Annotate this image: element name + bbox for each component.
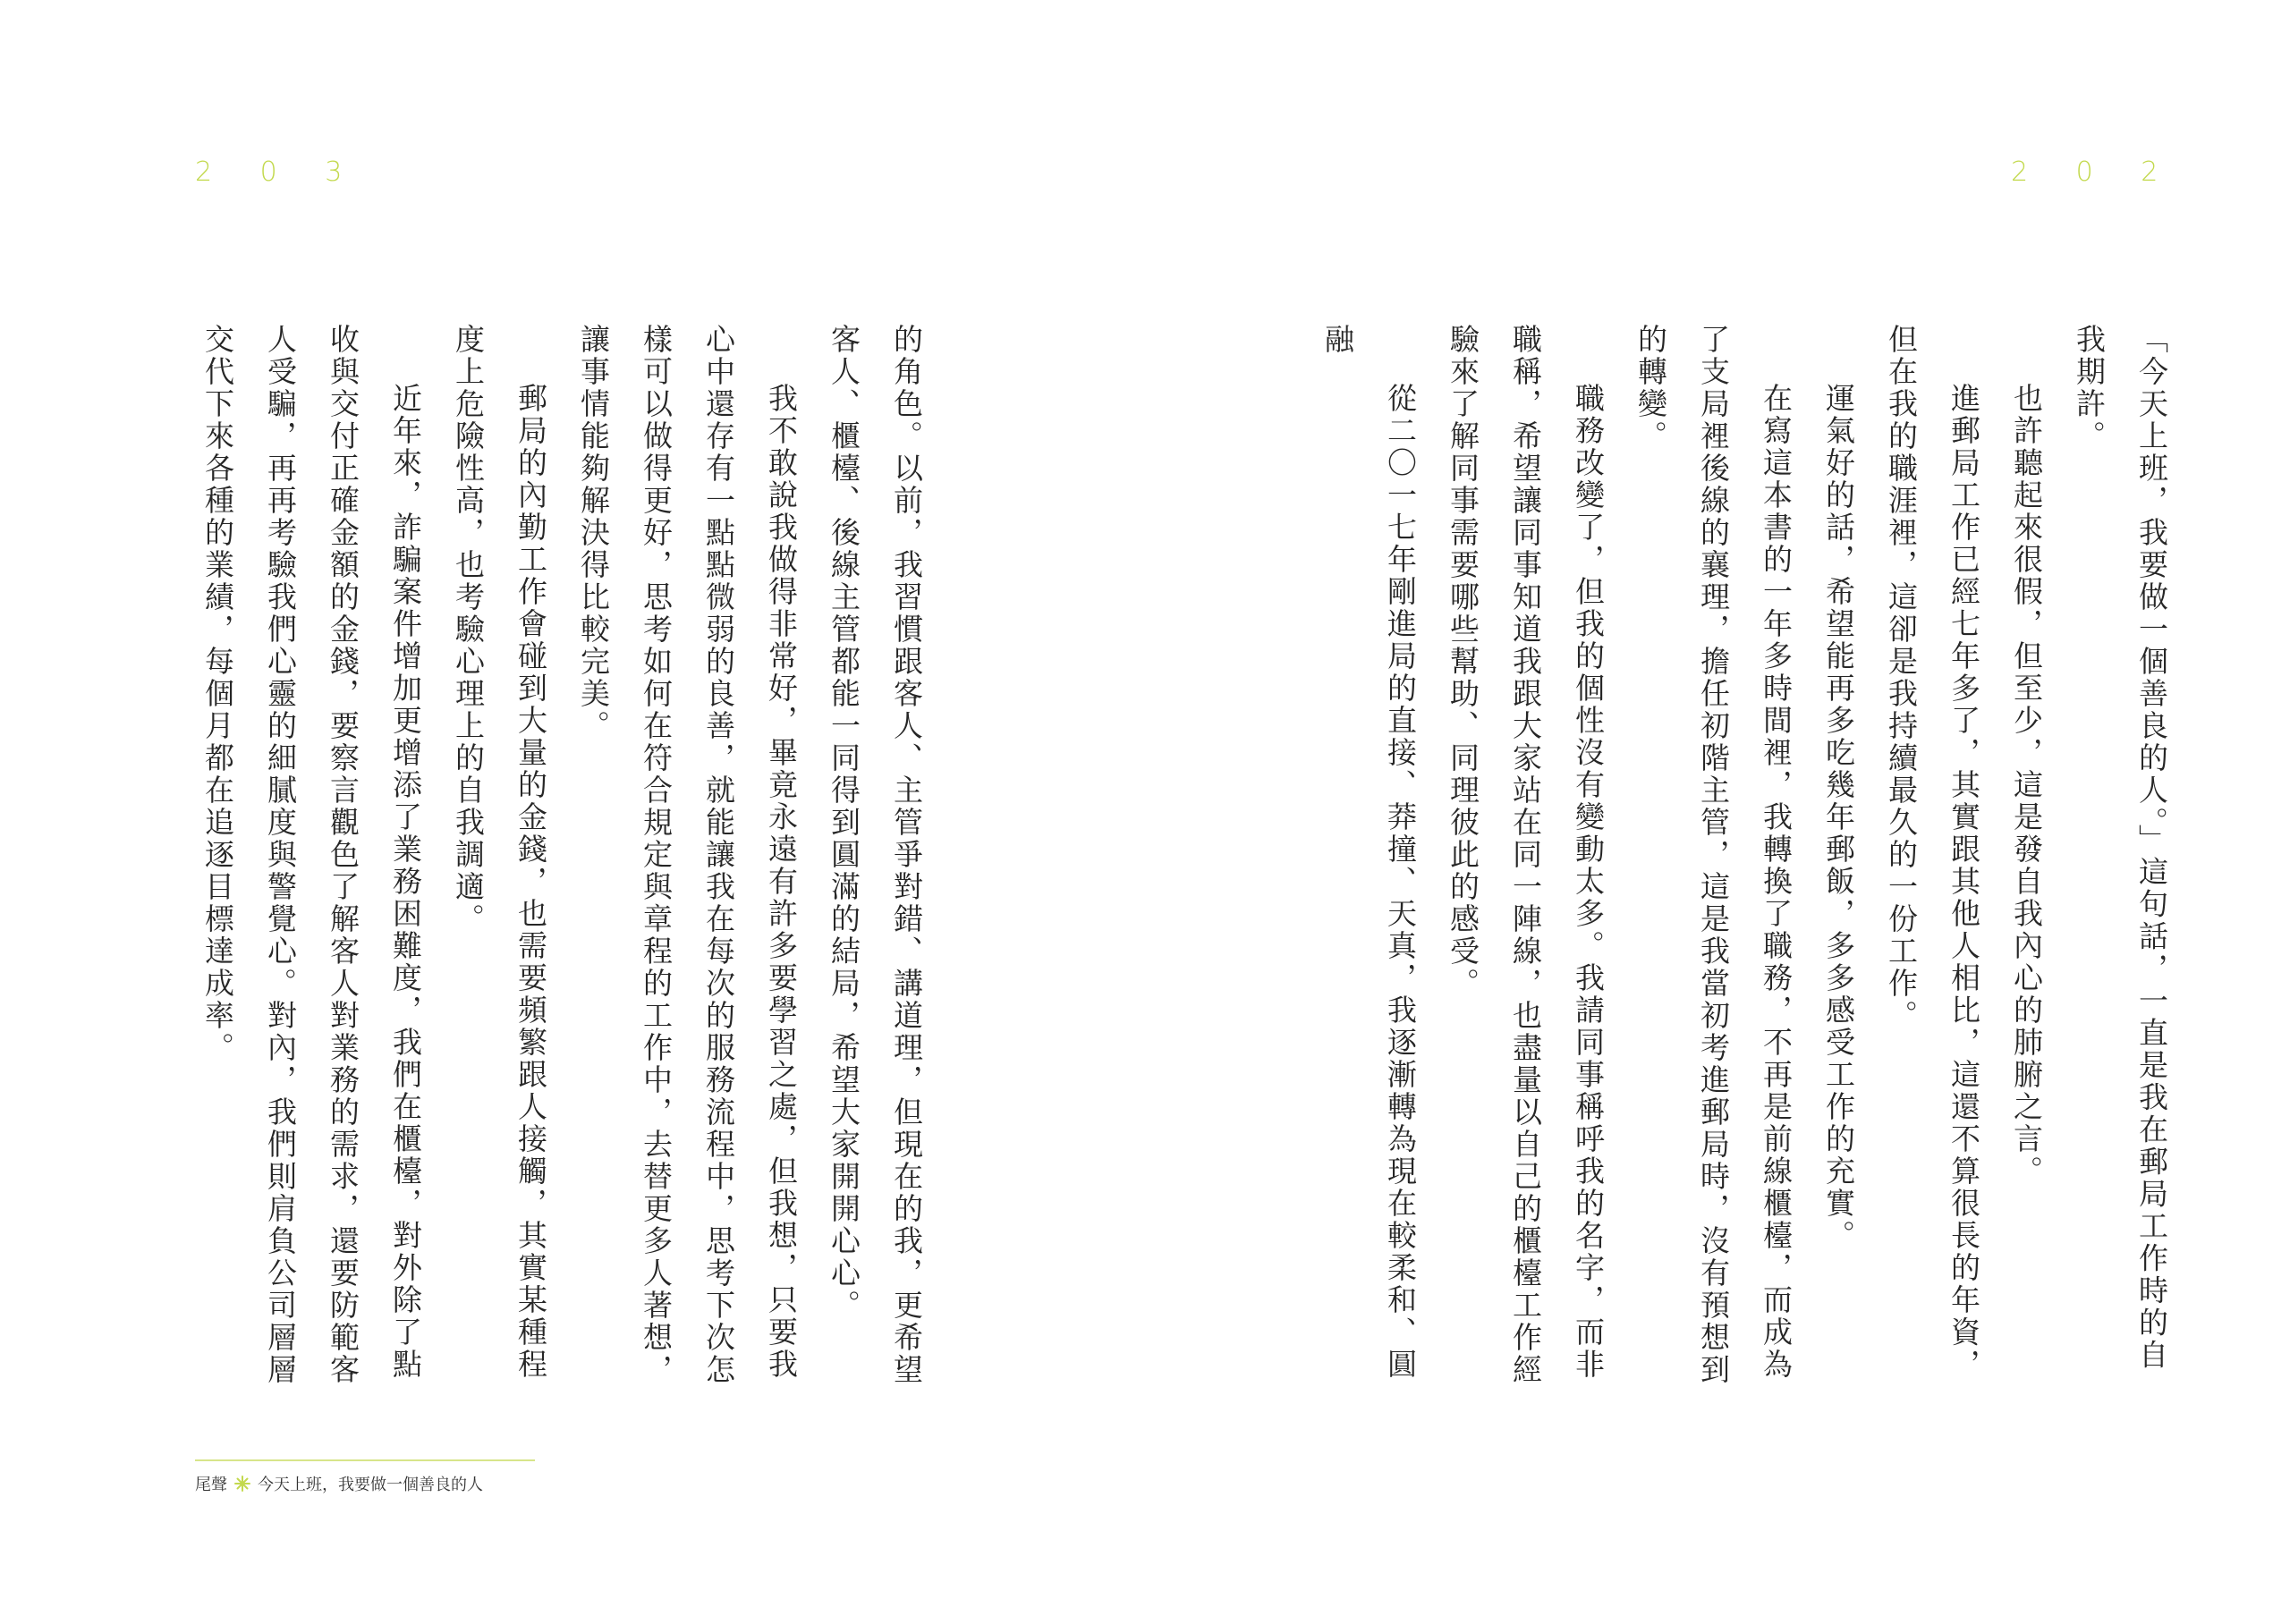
paragraph: 郵局的內勤工作會碰到大量的金錢，也需要頻繁跟人接觸，其實某種程度上危險性高，也考驗心理上的自我調適。 bbox=[451, 324, 548, 1381]
running-footer bbox=[195, 1472, 483, 1495]
paragraph: 的角色。以前，我習慣跟客人、主管爭對錯、講道理，但現在的我，更希望客人、櫃檯、後線主管都能一同得到圓滿的結局，希望大家開開心心。 bbox=[827, 324, 924, 1386]
paragraph: 我不敢說我做得非常好，畢竟永遠有許多要學習之處，但我想，只要我心中還存有一點點微弱的良善，就能讓我在每次的服務流程中，思考下次怎樣可以做得更好，思考如何在符合規定與章程的工作中，去替更多人著想，讓事情能夠解決得比較完美。 bbox=[576, 324, 799, 1386]
paragraph: 近年來，詐騙案件增加更增添了業務困難度，我們在櫃檯，對外除了點收與交付正確金額的金錢，要察言觀色了解客人對業務的需求，還要防範客人受騙，再再考驗我們心靈的細膩度與警覺心。對內，我們則肩負公司層層交代下來各種的業績，每個月都在追逐目標達成率。 bbox=[200, 324, 423, 1386]
paragraph: 「今天上班，我要做一個善良的人。」這句話，一直是我在郵局工作時的自我期許。 bbox=[2072, 324, 2169, 1372]
paragraph: 在寫這本書的一年多時間裡，我轉換了職務，不再是前線櫃檯，而成為了支局裡後線的襄理，擔任初階主管，這是我當初考進郵局時，沒有預想到的轉變。 bbox=[1633, 324, 1794, 1386]
left-page-body bbox=[186, 324, 937, 1397]
right-page-number: 2 0 2 bbox=[2011, 156, 2178, 188]
paragraph: 職務改變了，但我的個性沒有變動太多。我請同事稱呼我的名字，而非職稱，希望讓同事知道我跟大家站在同一陣線，也盡量以自己的櫃檯工作經驗來了解同事需要哪些幫助、同理彼此的感受。 bbox=[1446, 324, 1606, 1386]
right-page-body bbox=[1320, 324, 2183, 1397]
footer-title: 今天上班，我要做一個善良的人 bbox=[258, 1476, 483, 1494]
sparkle-icon bbox=[234, 1476, 250, 1492]
left-page-number: 2 0 3 bbox=[195, 156, 362, 188]
paragraph: 從二〇一七年剛進局的直接、莽撞、天真，我逐漸轉為現在較柔和、圓融 bbox=[1320, 324, 1418, 1381]
paragraph: 進郵局工作已經七年多了，其實跟其他人相比，這還不算很長的年資，但在我的職涯裡，這卻是我持續最久的一份工作。 bbox=[1884, 324, 1981, 1381]
footer-chapter: 尾聲 bbox=[195, 1476, 227, 1494]
paragraph: 運氣好的話，希望能再多吃幾年郵飯，多多感受工作的充實。 bbox=[1821, 383, 1856, 1252]
footer-rule bbox=[195, 1459, 535, 1461]
paragraph: 也許聽起來很假，但至少，這是發自我內心的肺腑之言。 bbox=[2009, 383, 2044, 1188]
